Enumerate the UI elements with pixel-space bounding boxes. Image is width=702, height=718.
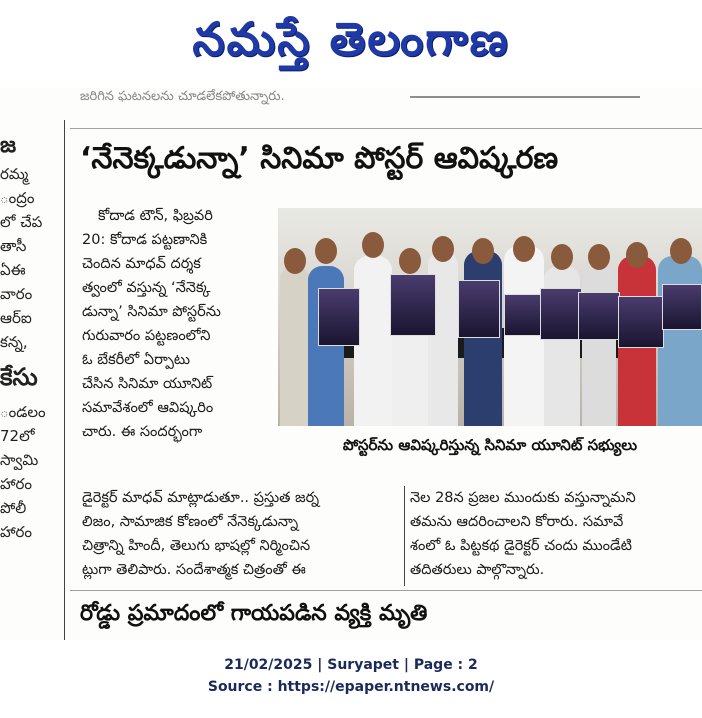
article-line: 20: కోదాడ పట్టణానికి — [82, 232, 208, 248]
photo-person-head — [399, 248, 421, 274]
movie-poster — [662, 284, 702, 330]
cut-off-text-top: జరిగిన ఘటనలను చూడలేకపోతున్నారు. — [80, 89, 285, 104]
article-line: ఓ బేకరీలో ఏర్పాటు — [82, 352, 191, 368]
left-fragment-line: ంద్రం — [0, 189, 35, 207]
left-fragment-line: హారం — [0, 523, 32, 541]
movie-poster — [578, 292, 620, 340]
masthead-logo: నమస్తే తెలంగాణ — [192, 12, 510, 66]
article-line: డున్నా’ సినిమా పోస్టర్‌ను — [82, 304, 221, 320]
article-line: తమను ఆదరించాలని కోరారు. సమావే — [410, 514, 624, 530]
article-line: చేసిన సినిమా యూనిట్ — [82, 376, 213, 392]
photo-person-head — [626, 242, 648, 268]
photo-person-head — [362, 232, 384, 258]
photo-person — [658, 256, 702, 426]
article-column-3 — [410, 486, 702, 582]
movie-poster — [540, 288, 582, 340]
article-line: తదితరులు పాల్గొన్నారు. — [410, 562, 545, 578]
left-fragment-line: కన్న, — [0, 333, 28, 351]
movie-poster — [390, 274, 436, 336]
left-fragment-line: తాసీ — [0, 237, 27, 255]
left-fragment-line: వారం — [0, 285, 33, 303]
footer-date-line: 21/02/2025 | Suryapet | Page : 2 — [224, 657, 478, 673]
photo-caption: పోస్టర్‌ను ఆవిష్కరిస్తున్న సినిమా యూనిట్ సభ్యులు — [342, 436, 638, 454]
article-line: సమావేశంలో ఆవిష్కరిం — [82, 400, 214, 416]
headline-divider — [70, 128, 702, 129]
photo-person — [464, 251, 502, 426]
article-line: చెందిన మాధవ్ దర్శక — [82, 256, 201, 272]
article-column-1 — [82, 204, 274, 444]
article-line: ట్లుగా తెలిపారు. సందేశాత్మక చిత్రంతో ఈ — [82, 562, 306, 578]
left-fragment-line: రమ్మ — [0, 165, 29, 183]
article-line: చిత్రాన్ని హిందీ, తెలుగు భాషల్లో నిర్మించిన — [82, 538, 311, 554]
movie-poster — [618, 296, 664, 348]
article-column-2 — [82, 486, 400, 582]
article-line: చారు. ఈ సందర్భంగా — [82, 424, 203, 440]
photo-person — [582, 266, 616, 426]
article-line: డైరెక్టర్ మాధవ్ మాట్లాడుతూ.. ప్రస్తుత జర్న — [82, 490, 319, 506]
photo-person-head — [551, 244, 573, 270]
left-fragment-line: ఆర్ఐ — [0, 309, 32, 327]
photo-person-head — [670, 238, 692, 264]
photo-person-head — [588, 244, 610, 270]
left-fragment-line: 72లో — [0, 427, 35, 445]
left-fragment-line: హారం — [0, 475, 32, 493]
article-line: లిజం, సామాజిక కోణంలో నేనెక్కడున్నా — [82, 514, 299, 530]
movie-poster — [318, 288, 360, 346]
photo-person-head — [284, 248, 306, 274]
photo-person — [504, 246, 544, 426]
left-fragment-heading: జ — [0, 133, 17, 158]
photo-person-head — [472, 238, 494, 264]
left-fragment-line: లో చేప — [0, 213, 43, 231]
left-fragment-line: ండలం — [0, 403, 46, 421]
top-divider — [410, 96, 640, 98]
left-fragment-heading: కేసు — [0, 363, 38, 391]
article-photo — [278, 208, 702, 426]
article-line: గురువారం పట్టణంలోని — [82, 328, 211, 344]
left-fragment-line: పోలీ — [0, 499, 27, 517]
column-divider — [64, 120, 65, 640]
column-divider — [404, 486, 405, 586]
movie-poster — [458, 280, 500, 338]
section-divider — [70, 590, 702, 591]
article-line: కోదాడ టౌన్, ఫిబ్రవరి — [98, 208, 213, 224]
photo-person-head — [315, 238, 337, 264]
photo-person-head — [513, 236, 535, 262]
footer-source-line: Source : https://epaper.ntnews.com/ — [207, 679, 495, 695]
photo-person-head — [432, 236, 454, 262]
article-line: శంలో ఓ పిట్టకథ డైరెక్టర్ చందు ముండేటి — [410, 538, 632, 554]
left-cut-column — [0, 130, 60, 640]
left-fragment-line: స్వామి — [0, 451, 39, 469]
photo-person — [280, 266, 310, 426]
second-headline: రోడ్డు ప్రమాదంలో గాయపడిన వ్యక్తి మృతి — [80, 601, 428, 626]
article-headline: ‘నేనెక్కడున్నా’ సినిమా పోస్టర్ ఆవిష్కరణ — [80, 141, 559, 176]
article-line: నెల 28న ప్రజల ముందుకు వస్తున్నామని — [410, 490, 636, 506]
article-line: త్వంలో వస్తున్న ‘నేనెక్క — [82, 280, 211, 296]
left-fragment-line: ఏఈ — [0, 261, 26, 279]
footer — [0, 654, 702, 698]
